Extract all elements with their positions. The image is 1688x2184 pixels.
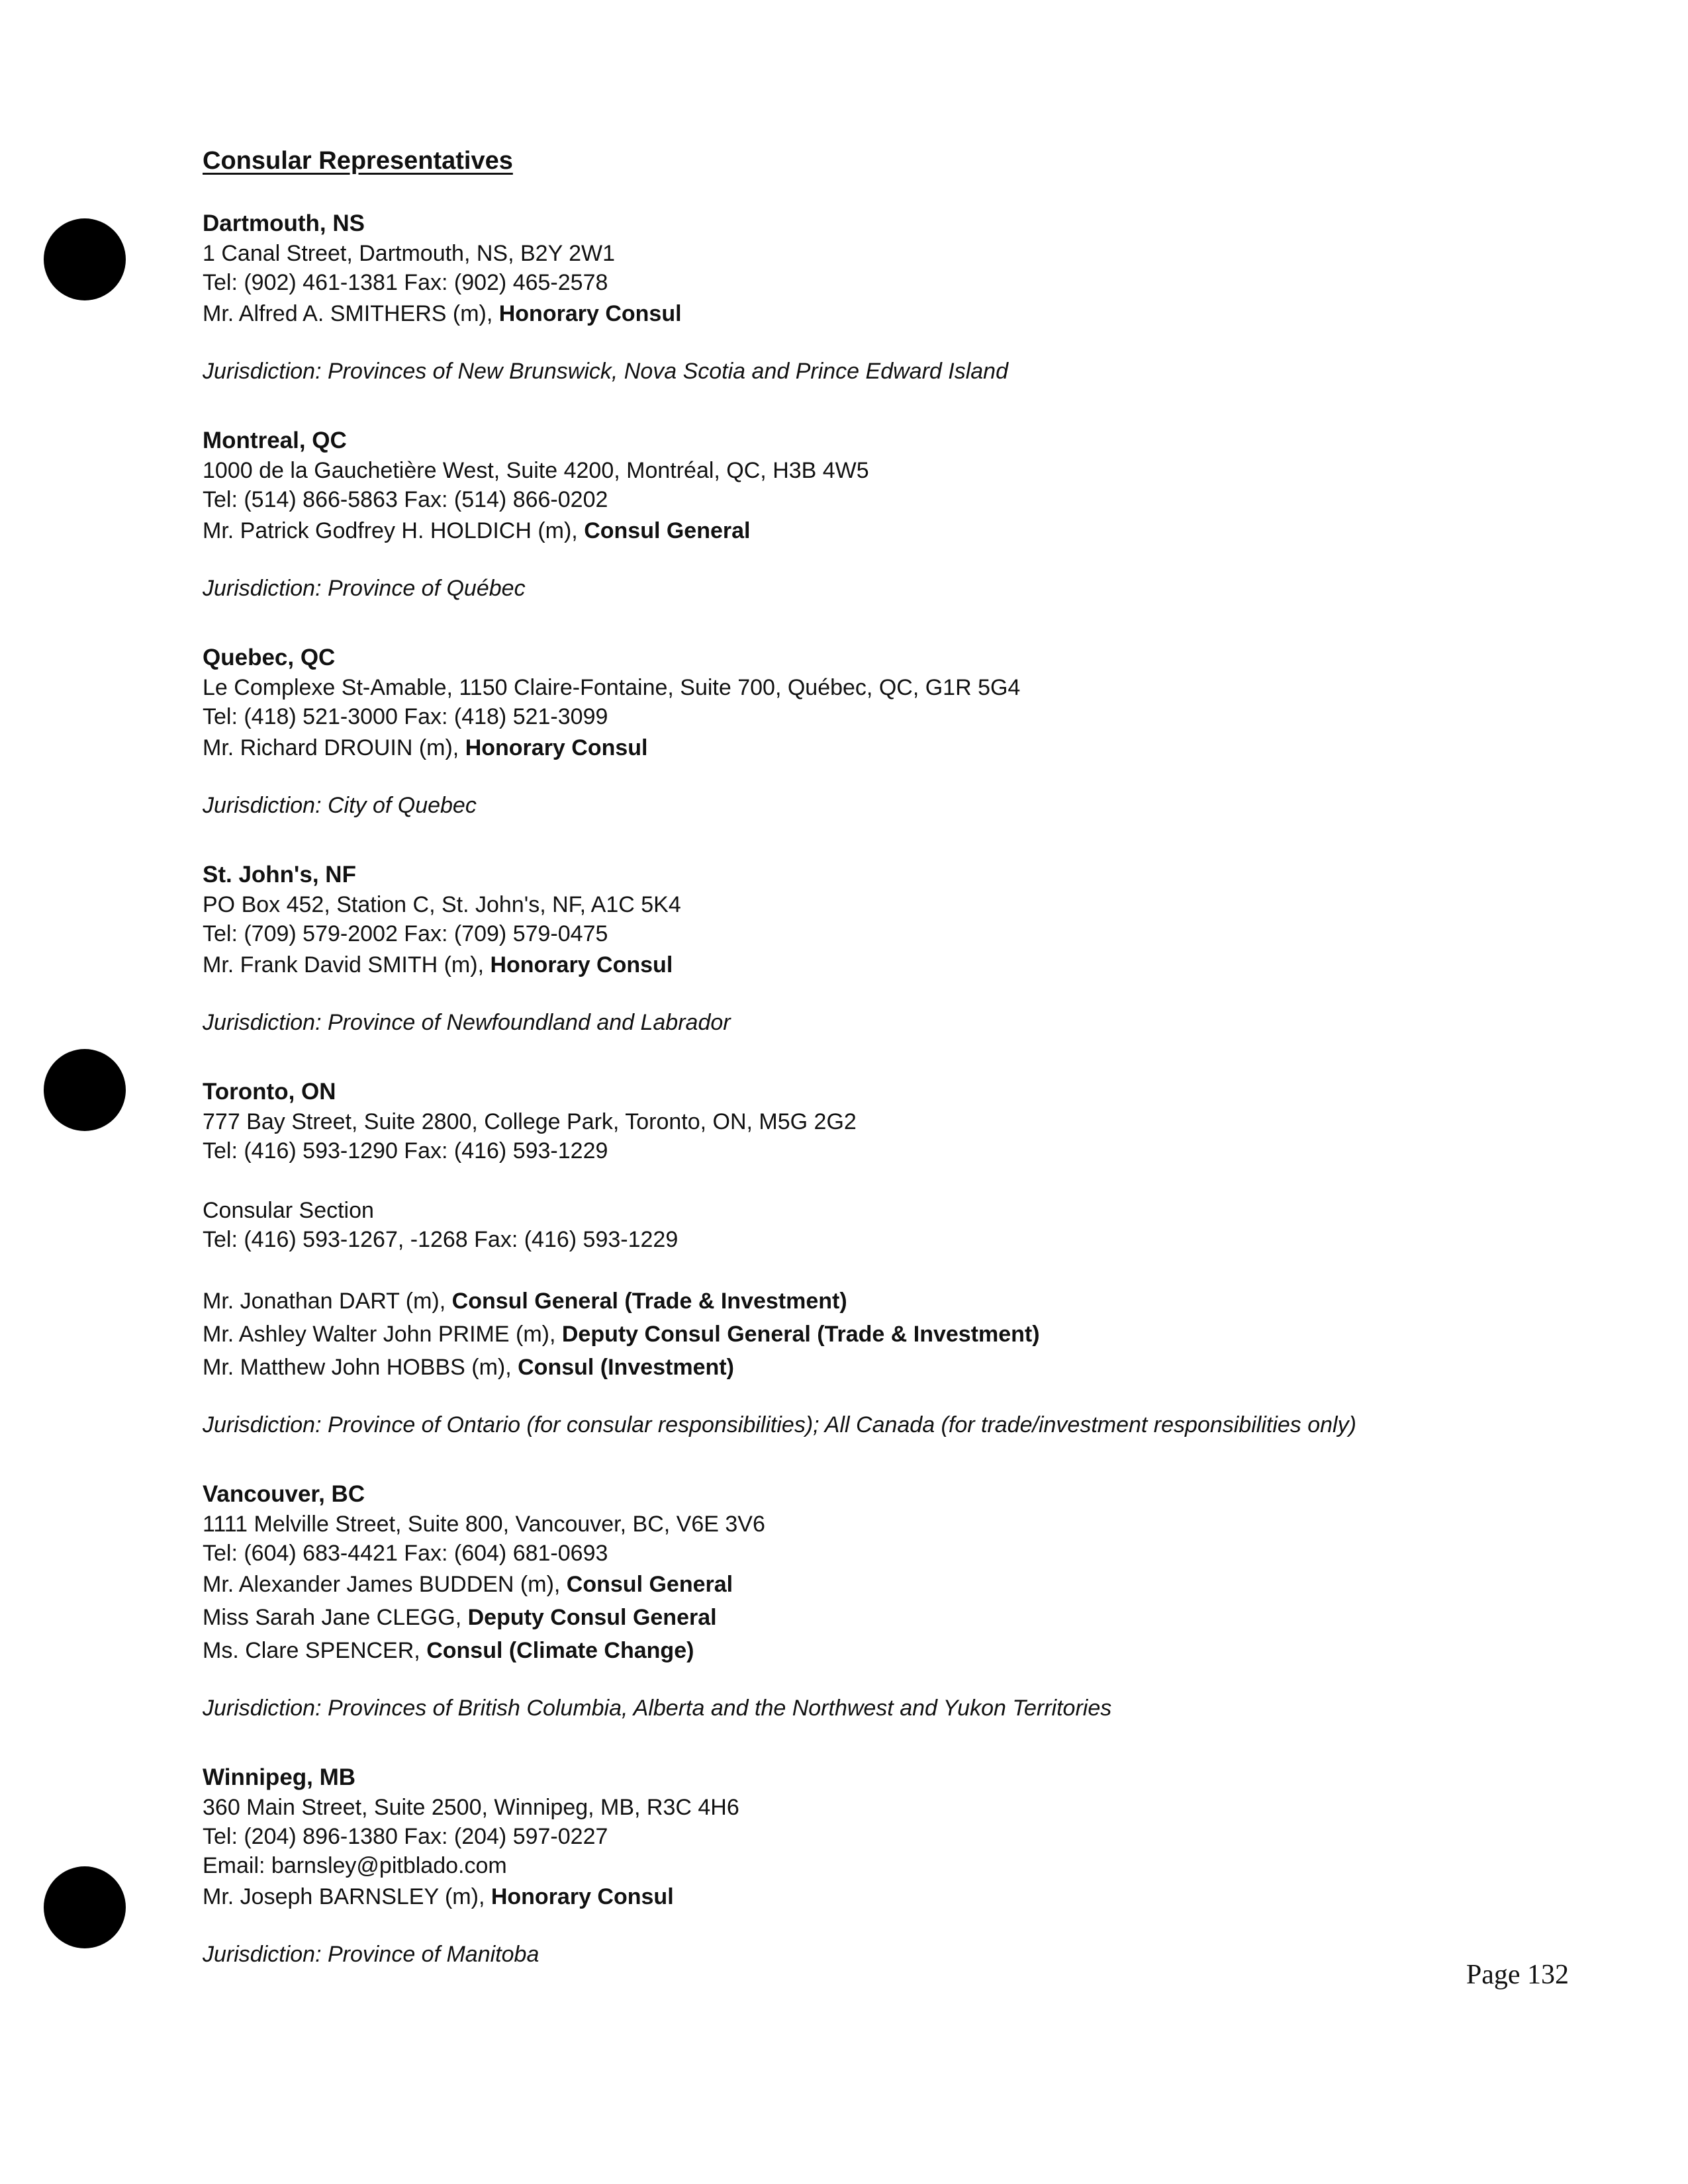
page-title: Consular Representatives (203, 147, 513, 175)
jurisdiction: Jurisdiction: Provinces of New Brunswick, Nova Scotia and Prince Edward Island (203, 359, 1008, 384)
office-block (203, 426, 1593, 603)
address-line: Email: barnsley@pitblado.com (203, 1853, 507, 1878)
address-line: 1111 Melville Street, Suite 800, Vancouver, BC, V6E 3V6 (203, 1512, 765, 1537)
person-role: Consul General (584, 518, 751, 543)
person-name: Ms. Clare SPENCER, (203, 1638, 427, 1663)
office-city: Montreal, QC (203, 428, 347, 453)
person-name: Mr. Richard DROUIN (m), (203, 735, 465, 760)
section-tel: Tel: (416) 593-1267, -1268 Fax: (416) 593-1229 (203, 1227, 679, 1252)
address-line: 360 Main Street, Suite 2500, Winnipeg, MB, R3C 4H6 (203, 1795, 739, 1820)
address-line: 1 Canal Street, Dartmouth, NS, B2Y 2W1 (203, 241, 615, 266)
person-entry (203, 731, 1593, 764)
person-role: Consul (Climate Change) (426, 1638, 694, 1663)
address-line: Tel: (902) 461-1381 Fax: (902) 465-2578 (203, 270, 608, 295)
punch-hole (44, 218, 126, 300)
person-name: Mr. Jonathan DART (m), (203, 1289, 452, 1314)
person-name: Miss Sarah Jane CLEGG, (203, 1605, 468, 1630)
person-name: Mr. Joseph BARNSLEY (m), (203, 1884, 491, 1909)
person-entry (203, 1634, 1593, 1667)
address-line: Tel: (416) 593-1290 Fax: (416) 593-1229 (203, 1138, 608, 1163)
person-role: Honorary Consul (465, 735, 648, 760)
section-name: Consular Section (203, 1198, 374, 1223)
address-line: Tel: (709) 579-2002 Fax: (709) 579-0475 (203, 921, 608, 946)
jurisdiction: Jurisdiction: City of Quebec (203, 793, 477, 818)
person-entry (203, 1568, 1593, 1601)
office-block (203, 860, 1593, 1037)
address-line: 777 Bay Street, Suite 2800, College Park, Toronto, ON, M5G 2G2 (203, 1109, 857, 1134)
person-role: Consul General (Trade & Investment) (451, 1289, 847, 1314)
spacer (203, 1165, 1593, 1196)
person-name: Mr. Ashley Walter John PRIME (m), (203, 1322, 562, 1347)
person-entry (203, 1285, 1593, 1318)
person-name: Mr. Alexander James BUDDEN (m), (203, 1572, 567, 1597)
office-city: Winnipeg, MB (203, 1764, 356, 1790)
jurisdiction: Jurisdiction: Provinces of British Columbia, Alberta and the Northwest and Yukon Territories (203, 1696, 1112, 1721)
person-role: Deputy Consul General (467, 1605, 717, 1630)
office-list (203, 208, 1593, 1969)
person-entry (203, 1351, 1593, 1384)
person-role: Honorary Consul (498, 301, 682, 326)
office-city: Vancouver, BC (203, 1481, 365, 1507)
address-line: Tel: (514) 866-5863 Fax: (514) 866-0202 (203, 487, 608, 512)
address-line: PO Box 452, Station C, St. John's, NF, A1C 5K4 (203, 892, 681, 917)
address-line: 1000 de la Gauchetière West, Suite 4200, Montréal, QC, H3B 4W5 (203, 458, 869, 483)
punch-hole (44, 1866, 126, 1948)
document-body (203, 147, 1593, 2009)
address-line: Le Complexe St-Amable, 1150 Claire-Fontaine, Suite 700, Québec, QC, G1R 5G4 (203, 675, 1021, 700)
office-city: Toronto, ON (203, 1079, 336, 1105)
jurisdiction: Jurisdiction: Province of Manitoba (203, 1942, 539, 1967)
person-name: Mr. Patrick Godfrey H. HOLDICH (m), (203, 518, 585, 543)
spacer (203, 1254, 1593, 1285)
jurisdiction: Jurisdiction: Province of Newfoundland and Labrador (203, 1010, 731, 1035)
person-name: Mr. Matthew John HOBBS (m), (203, 1355, 518, 1380)
jurisdiction: Jurisdiction: Province of Québec (203, 576, 526, 601)
office-block (203, 208, 1593, 386)
office-block (203, 643, 1593, 820)
person-name: Mr. Alfred A. SMITHERS (m), (203, 301, 499, 326)
address-line: Tel: (604) 683-4421 Fax: (604) 681-0693 (203, 1541, 608, 1566)
office-block (203, 1077, 1593, 1439)
person-entry (203, 514, 1593, 547)
person-entry (203, 297, 1593, 330)
person-entry (203, 1880, 1593, 1913)
person-role: Consul (Investment) (518, 1355, 734, 1380)
person-role: Consul General (566, 1572, 733, 1597)
office-block (203, 1762, 1593, 1969)
address-line: Tel: (204) 896-1380 Fax: (204) 597-0227 (203, 1824, 608, 1849)
person-role: Honorary Consul (490, 952, 673, 978)
person-entry (203, 948, 1593, 981)
person-role: Honorary Consul (491, 1884, 674, 1909)
office-city: St. John's, NF (203, 862, 356, 887)
office-city: Quebec, QC (203, 645, 336, 670)
person-name: Mr. Frank David SMITH (m), (203, 952, 491, 978)
person-entry (203, 1601, 1593, 1634)
person-role: Deputy Consul General (Trade & Investment) (561, 1322, 1040, 1347)
jurisdiction: Jurisdiction: Province of Ontario (for consular responsibilities); All Canada (for trade/investment responsibilities only) (203, 1412, 1356, 1437)
page-number: Page 132 (1466, 1960, 1569, 1990)
office-city: Dartmouth, NS (203, 210, 365, 236)
person-entry (203, 1318, 1593, 1351)
address-line: Tel: (418) 521-3000 Fax: (418) 521-3099 (203, 704, 608, 729)
office-block (203, 1479, 1593, 1723)
punch-hole (44, 1049, 126, 1131)
